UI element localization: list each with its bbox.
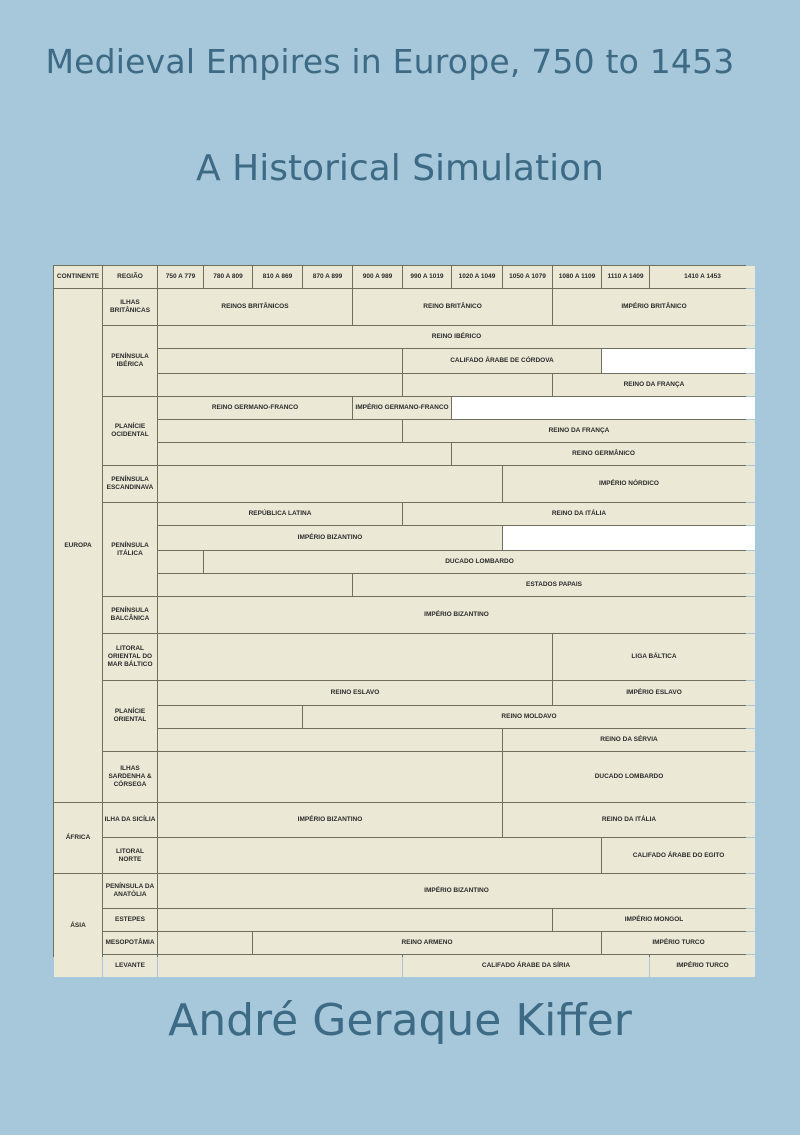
book-title: Medieval Empires in Europe, 750 to 1453 [45, 42, 735, 81]
continent-asia: ÁSIA [54, 874, 102, 977]
entry-reino-armeno: REINO ARMENO [253, 932, 601, 954]
entry-imperio-britanico: IMPÉRIO BRITÂNICO [553, 289, 755, 325]
empty-cell [158, 466, 502, 502]
continent-africa: ÁFRICA [54, 803, 102, 873]
region-peninsula-balcanica: PENÍNSULA BALCÂNICA [103, 597, 157, 633]
region-peninsula-escandinava: PENÍNSULA ESCANDINAVA [103, 466, 157, 502]
entry-imperio-eslavo: IMPÉRIO ESLAVO [553, 681, 755, 705]
empty-cell [158, 443, 451, 465]
header-period: 990 A 1019 [403, 266, 451, 288]
region-litoral-baltico: LITORAL ORIENTAL DO MAR BÁLTICO [103, 634, 157, 680]
entry-imperio-bizantino: IMPÉRIO BIZANTINO [158, 874, 755, 908]
entry-ducado-lombardo: DUCADO LOMBARDO [503, 752, 755, 802]
entry-reino-servia: REINO DA SÉRVIA [503, 729, 755, 751]
entry-ducado-lombardo: DUCADO LOMBARDO [204, 551, 755, 573]
empty-cell [158, 909, 552, 931]
entry-reino-germano-franco: REINO GERMANO-FRANCO [158, 397, 352, 419]
empty-cell [158, 574, 352, 596]
region-mesopotamia: MESOPOTÂMIA [103, 932, 157, 954]
region-anatolia: PENÍNSULA DA ANATÓLIA [103, 874, 157, 908]
entry-califado-cordova: CALIFADO ÁRABE DE CÓRDOVA [403, 349, 601, 373]
region-ilhas-britanicas: ILHAS BRITÂNICAS [103, 289, 157, 325]
region-planicie-ocidental: PLANÍCIE OCIDENTAL [103, 397, 157, 465]
region-levante: LEVANTE [103, 955, 157, 977]
region-sardenha-corsega: ILHAS SARDENHA & CÓRSEGA [103, 752, 157, 802]
empty-cell [158, 349, 402, 373]
empty-cell [158, 551, 203, 573]
entry-reino-germanico: REINO GERMÂNICO [452, 443, 755, 465]
book-subtitle: A Historical Simulation [196, 148, 604, 189]
header-period: 1080 A 1109 [553, 266, 601, 288]
entry-liga-baltica: LIGA BÁLTICA [553, 634, 755, 680]
header-period: 750 A 779 [158, 266, 203, 288]
header-period: 900 A 989 [353, 266, 402, 288]
header-continent: CONTINENTE [54, 266, 102, 288]
book-author: André Geraque Kiffer [168, 995, 632, 1046]
empty-cell [158, 955, 402, 977]
header-period: 1020 A 1049 [452, 266, 502, 288]
header-period: 810 A 869 [253, 266, 302, 288]
empty-cell [158, 752, 502, 802]
header-region: REGIÃO [103, 266, 157, 288]
entry-imperio-bizantino: IMPÉRIO BIZANTINO [158, 803, 502, 837]
entry-imperio-mongol: IMPÉRIO MONGOL [553, 909, 755, 931]
header-period: 870 A 899 [303, 266, 352, 288]
entry-estados-papais: ESTADOS PAPAIS [353, 574, 755, 596]
entry-imperio-germano-franco: IMPÉRIO GERMANO-FRANCO [353, 397, 451, 419]
entry-reino-italia: REINO DA ITÁLIA [403, 503, 755, 525]
entry-imperio-bizantino: IMPÉRIO BIZANTINO [158, 526, 502, 550]
entry-califado-siria: CALIFADO ÁRABE DA SÍRIA [403, 955, 649, 977]
entry-reino-franca: REINO DA FRANÇA [553, 374, 755, 396]
header-period: 780 A 809 [204, 266, 252, 288]
entry-reino-eslavo: REINO ESLAVO [158, 681, 552, 705]
entry-reinos-britanicos: REINOS BRITÂNICOS [158, 289, 352, 325]
entry-imperio-turco: IMPÉRIO TURCO [650, 955, 755, 977]
entry-reino-franca: REINO DA FRANÇA [403, 420, 755, 442]
empty-cell [158, 838, 601, 873]
empty-cell [602, 349, 755, 373]
region-planicie-oriental: PLANÍCIE ORIENTAL [103, 681, 157, 751]
empty-cell [158, 634, 552, 680]
empty-cell [452, 397, 755, 419]
empty-cell [158, 706, 302, 728]
header-period: 1110 A 1409 [602, 266, 649, 288]
empty-cell [403, 374, 552, 396]
empty-cell [158, 420, 402, 442]
empty-cell [503, 526, 755, 550]
continent-europa: EUROPA [54, 289, 102, 802]
entry-imperio-nordico: IMPÉRIO NÓRDICO [503, 466, 755, 502]
entry-reino-moldavo: REINO MOLDAVO [303, 706, 755, 728]
entry-reino-britanico: REINO BRITÂNICO [353, 289, 552, 325]
entry-imperio-bizantino: IMPÉRIO BIZANTINO [158, 597, 755, 633]
empty-cell [158, 374, 402, 396]
entry-califado-egito: CALIFADO ÁRABE DO EGITO [602, 838, 755, 873]
entry-reino-iberico: REINO IBÉRICO [158, 326, 755, 348]
region-ilha-sicilia: ILHA DA SICÍLIA [103, 803, 157, 837]
entry-republica-latina: REPÚBLICA LATINA [158, 503, 402, 525]
header-period: 1410 A 1453 [650, 266, 755, 288]
entry-imperio-turco: IMPÉRIO TURCO [602, 932, 755, 954]
region-estepes: ESTEPES [103, 909, 157, 931]
empires-timeline-table [53, 265, 746, 969]
region-litoral-norte: LITORAL NORTE [103, 838, 157, 873]
empty-cell [158, 729, 502, 751]
region-peninsula-iberica: PENÍNSULA IBÉRICA [103, 326, 157, 396]
entry-reino-italia: REINO DA ITÁLIA [503, 803, 755, 837]
region-peninsula-italica: PENÍNSULA ITÁLICA [103, 503, 157, 596]
empty-cell [158, 932, 252, 954]
header-period: 1050 A 1079 [503, 266, 552, 288]
